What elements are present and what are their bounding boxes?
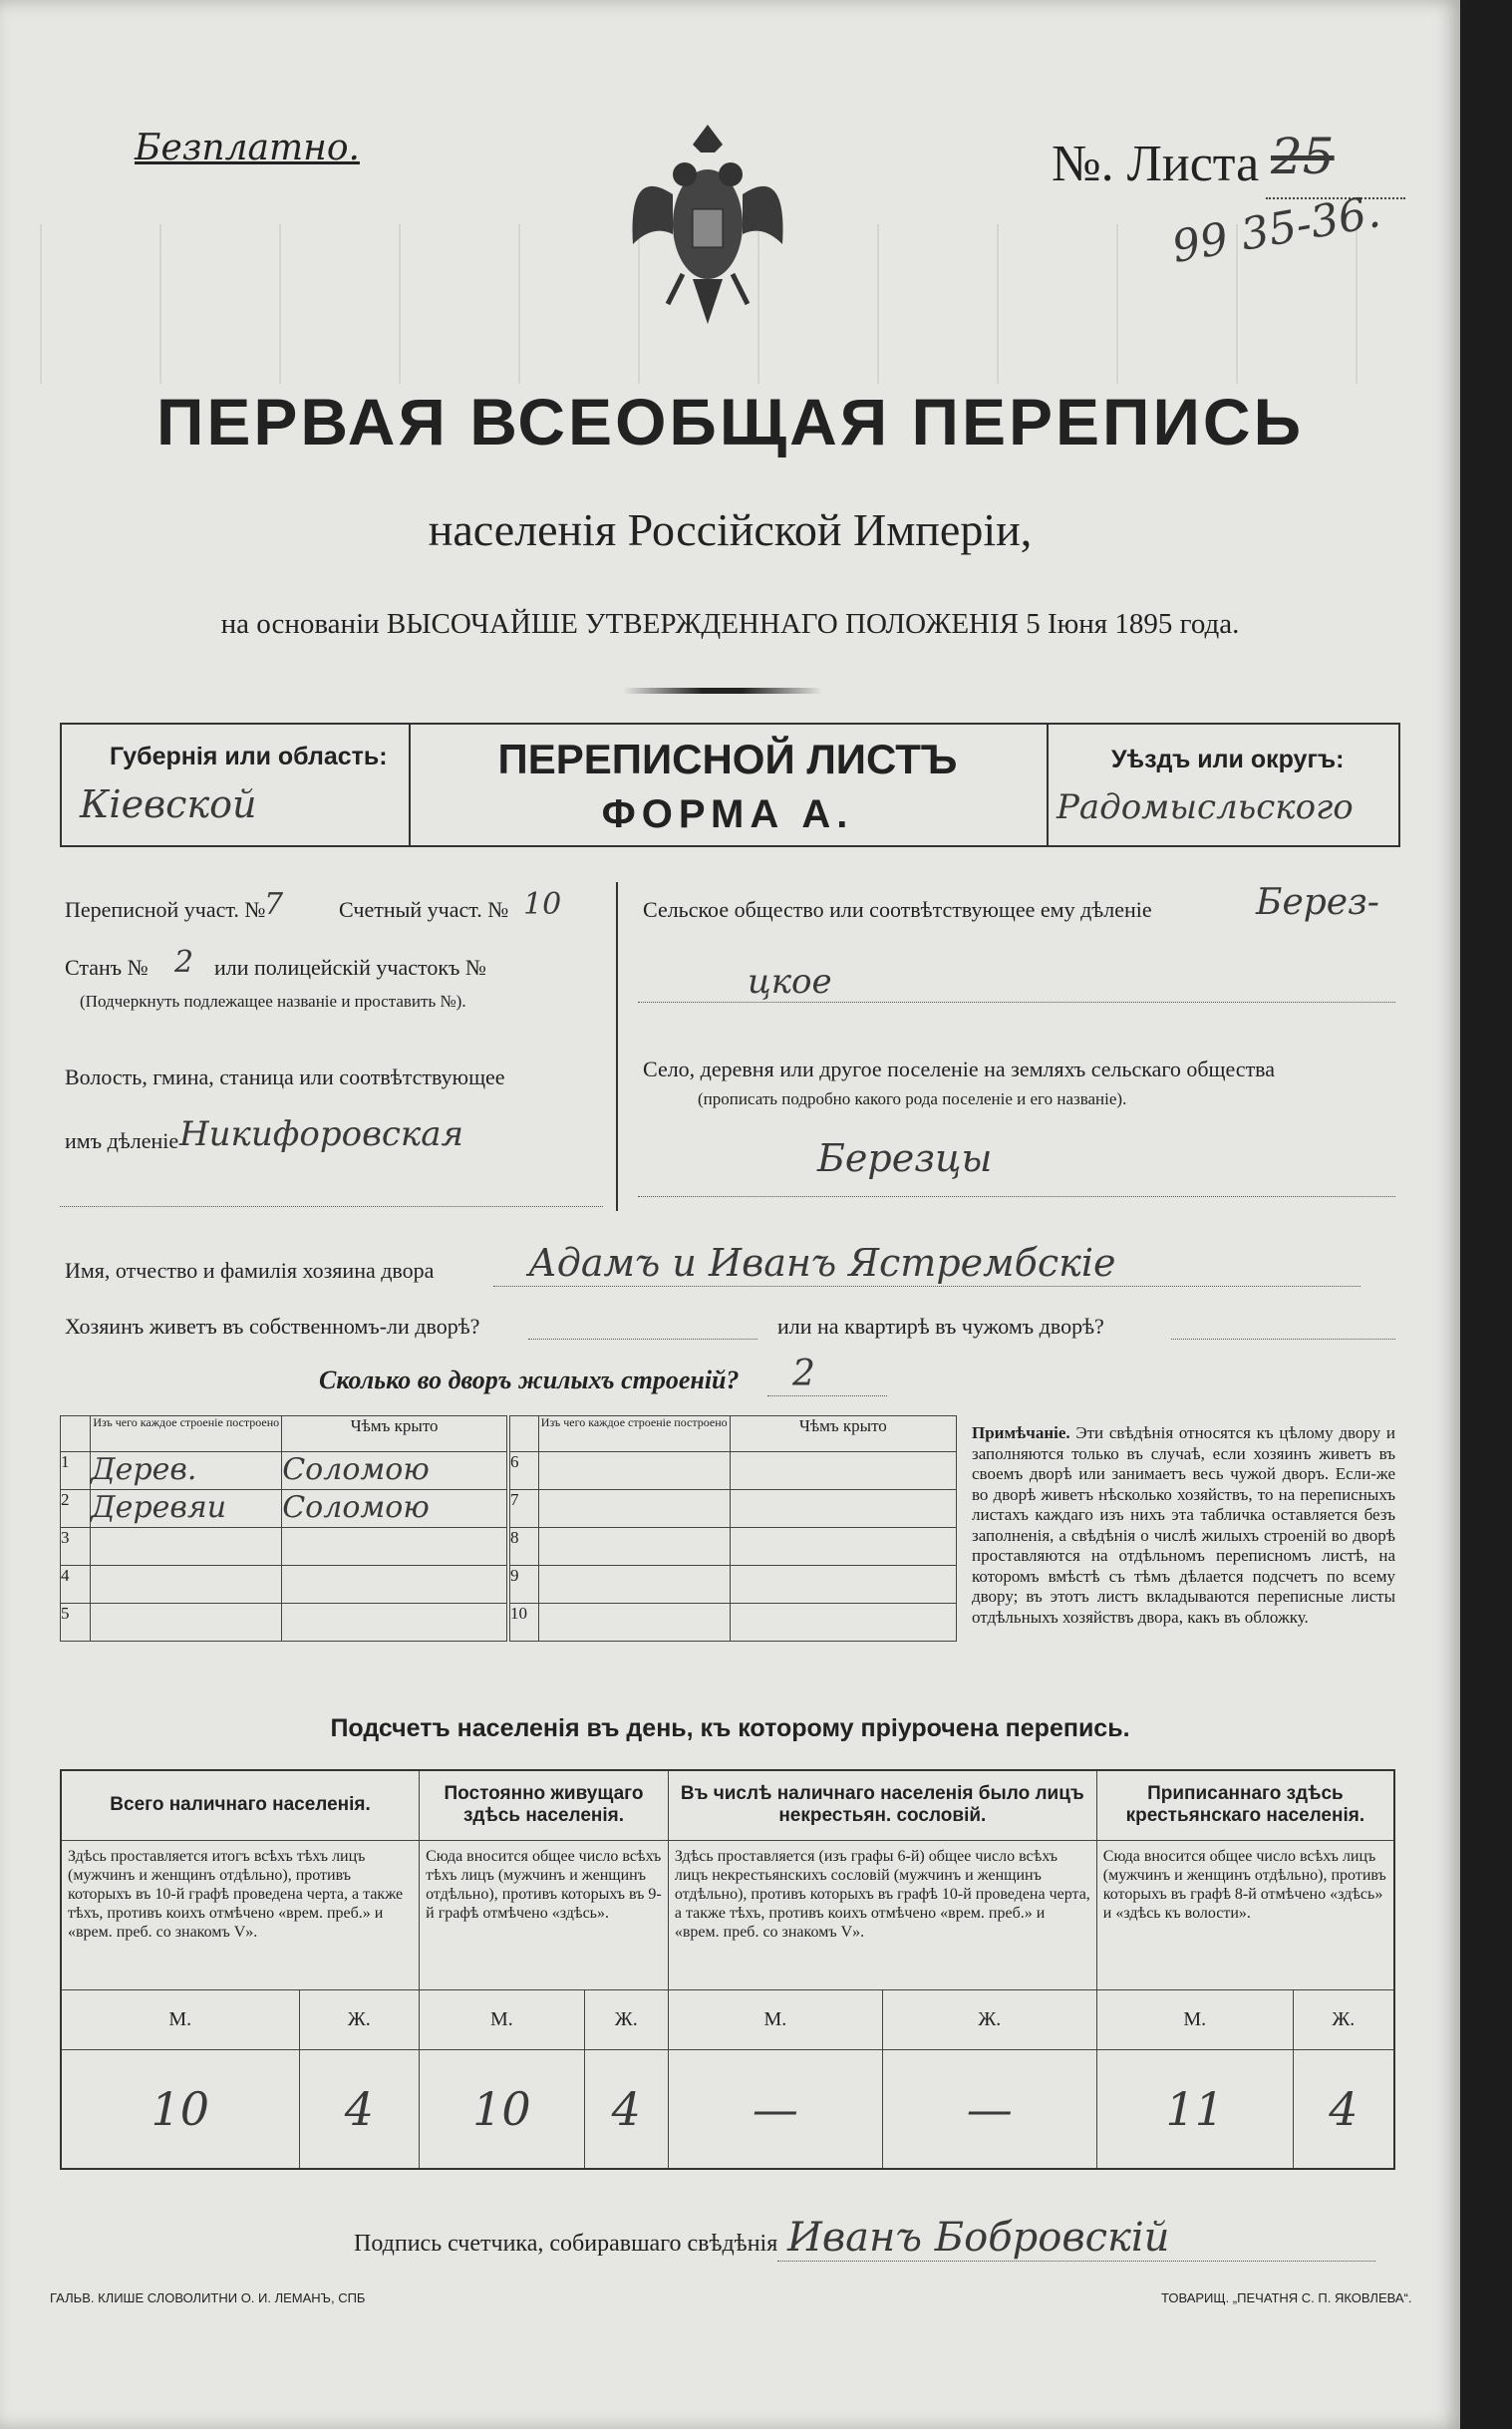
zh-label: Ж. (584, 1989, 668, 2049)
material-header-right: Изъ чего каждое строеніе построено (538, 1416, 730, 1452)
buildings-value: 2 (792, 1354, 815, 1394)
table-row (61, 1490, 957, 1528)
count-area-label: Счетный участ. № (339, 897, 509, 922)
signature-label: Подпись счетчика, собиравшаго свѣдѣнія (354, 2231, 778, 2257)
village-note: (прописать подробно какого рода поселеніе и его названіе). (698, 1089, 1127, 1108)
table-row (61, 1528, 957, 1566)
roof-cell (282, 1566, 508, 1604)
roof-header-right: Чѣмъ крыто (730, 1416, 956, 1452)
note-text: Эти свѣдѣнія относятся къ цѣлому двору и заполняются только въ случаѣ, если хозяинъ живетъ въ своемъ дворѣ или занимаетъ весь чужой дворъ. Если-же во дворѣ живетъ нѣсколько хозяйствъ, то на переписныхъ листахъ каждаго изъ нихъ эта табличка оставляется безъ заполненія, а свѣдѣнія о числѣ жилыхъ строеній во дворѣ проставляются на отдѣльномъ переписномъ листѣ, на которомъ вмѣстѣ съ тѣмъ дѣлается подсчетъ по всему двору; въ этотъ листъ вкладываются переписные листы отдѣльныхъ хозяйствъ двора, какъ въ обложку. (972, 1423, 1396, 1627)
volost-label-2: имъ дѣленіе (65, 1128, 179, 1153)
column-description: Здѣсь проставляется (изъ графы 6-й) общее число всѣхъ лицъ некрестьянскихъ сословій (мужчинъ и женщинъ отдѣльно), противъ которыхъ въ графѣ 10-й проведена черта, а также тѣхъ, противъ коихъ отмѣчено «врем. преб.» и «врем. преб. со знакомъ V». (668, 1840, 1096, 1989)
roof-cell (282, 1528, 508, 1566)
fields-divider (616, 882, 618, 1211)
table-row (61, 1452, 957, 1490)
m-label: М. (1096, 1989, 1293, 2049)
sheet-number-label: №. Листа (1052, 136, 1260, 192)
count-value-m: — (668, 2049, 882, 2169)
roof-header-left: Чѣмъ крыто (282, 1416, 508, 1452)
note-block (972, 1423, 1395, 1628)
rented-label: или на квартирѣ въ чужомъ дворѣ? (777, 1314, 1104, 1339)
gubernia-label: Губернія или область: (110, 743, 388, 770)
society-label: Сельское общество или соотвѣтствующее ему дѣленіе (643, 897, 1152, 922)
volost-extra-line (60, 1206, 603, 1207)
form-header-divider-right (1047, 723, 1049, 847)
village-line (638, 1196, 1395, 1197)
police-label: или полицейскій участокъ № (214, 955, 486, 980)
row-number: 7 (508, 1490, 538, 1528)
column-description: Сюда вносится общее число всѣхъ лицъ (мужчинъ и женщинъ отдѣльно), противъ которыхъ въ графѣ 8-й отмѣчено «здѣсь» и «здѣсь къ волости». (1096, 1840, 1394, 1989)
rented-line (1171, 1339, 1395, 1340)
roof-cell (730, 1490, 956, 1528)
volost-value: Никифоровская (179, 1114, 463, 1154)
main-title: ПЕРВАЯ ВСЕОБЩАЯ ПЕРЕПИСЬ (155, 385, 1305, 458)
row-number: 8 (508, 1528, 538, 1566)
owner-name-value: Адамъ и Иванъ Ястрембскіе (528, 1241, 1116, 1285)
count-value-zh: 4 (1293, 2049, 1394, 2169)
material-cell (91, 1566, 282, 1604)
count-value-m: 10 (420, 2049, 585, 2169)
m-label: М. (420, 1989, 585, 2049)
material-cell (91, 1604, 282, 1642)
underline-note: (Подчеркнуть подлежащее названіе и проставить №). (80, 992, 466, 1011)
material-cell (538, 1528, 730, 1566)
material-cell (538, 1452, 730, 1490)
roof-cell (282, 1604, 508, 1642)
subtitle: населенія Россійской Имперіи, (428, 504, 1033, 555)
row-number: 2 (61, 1490, 91, 1528)
count-value-m: 11 (1096, 2049, 1293, 2169)
footer-left: ГАЛЬВ. КЛИШЕ СЛОВОЛИТНИ О. И. ЛЕМАНЪ, СПБ (50, 2290, 366, 2305)
count-value-zh: 4 (299, 2049, 420, 2169)
zh-label: Ж. (1293, 1989, 1394, 2049)
census-area-label: Переписной участ. № (65, 897, 266, 922)
free-label: Безплатно. (135, 128, 360, 168)
village-label: Село, деревня или другое поселеніе на земляхъ сельскаго общества (643, 1057, 1276, 1081)
bleed-through (40, 224, 1435, 384)
footer-right: ТОВАРИЩ. „ПЕЧАТНЯ С. П. ЯКОВЛЕВА“. (1161, 2290, 1412, 2305)
stan-value: 2 (174, 945, 194, 980)
uezd-label: Уѣздъ или округъ: (1111, 746, 1345, 773)
buildings-table (60, 1415, 957, 1642)
material-header-left: Изъ чего каждое строеніе построено (91, 1416, 282, 1452)
society-value-1: Берез- (1256, 882, 1379, 923)
column-title: Постоянно живущаго здѣсь населенія. (420, 1770, 669, 1840)
material-cell (538, 1490, 730, 1528)
roof-cell: Соломою (282, 1490, 508, 1528)
roof-cell: Соломою (282, 1452, 508, 1490)
material-cell (538, 1604, 730, 1642)
buildings-line (767, 1395, 887, 1396)
column-title: Въ числѣ наличнаго населенія было лицъ некрестьян. сословій. (668, 1770, 1096, 1840)
ornament-divider (623, 688, 822, 694)
basis-line: на основаніи ВЫСОЧАЙШЕ УТВЕРЖДЕННАГО ПОЛОЖЕНІЯ 5 Іюня 1895 года. (220, 608, 1240, 640)
row-number: 4 (61, 1566, 91, 1604)
m-label: М. (668, 1989, 882, 2049)
population-count-table (60, 1769, 1395, 2170)
roof-cell (730, 1528, 956, 1566)
owner-name-line (493, 1286, 1361, 1287)
scan-edge (1460, 0, 1512, 2429)
society-value-2: цкое (748, 962, 832, 1002)
table-row (61, 1566, 957, 1604)
count-area-value: 10 (523, 887, 562, 922)
roof-cell (730, 1566, 956, 1604)
buildings-label: Сколько во дворъ жилыхъ строеній? (319, 1366, 740, 1394)
society-line (638, 1002, 1395, 1003)
census-area-value: 7 (264, 887, 284, 922)
count-value-zh: 4 (584, 2049, 668, 2169)
row-number: 1 (61, 1452, 91, 1490)
row-number: 10 (508, 1604, 538, 1642)
material-cell: Деревяи (91, 1490, 282, 1528)
row-number: 9 (508, 1566, 538, 1604)
count-value-m: 10 (61, 2049, 299, 2169)
m-label: М. (61, 1989, 299, 2049)
row-number: 3 (61, 1528, 91, 1566)
roof-cell (730, 1452, 956, 1490)
own-yard-label: Хозяинъ живетъ въ собственномъ-ли дворѣ? (65, 1314, 480, 1339)
zh-label: Ж. (299, 1989, 420, 2049)
column-title: Всего наличнаго населенія. (61, 1770, 420, 1840)
roof-cell (730, 1604, 956, 1642)
column-description: Здѣсь проставляется итогъ всѣхъ тѣхъ лицъ (мужчинъ и женщинъ отдѣльно), противъ которыхъ въ 10-й графѣ проведена черта, а также тѣхъ, противъ коихъ отмѣчено «врем. преб.» и «врем. преб. со знакомъ V». (61, 1840, 420, 1989)
volost-label: Волость, гмина, станица или соотвѣтствующее (65, 1064, 505, 1089)
village-value: Березцы (817, 1136, 993, 1180)
note-label: Примѣчаніе. (972, 1423, 1070, 1442)
stan-label: Станъ № (65, 955, 149, 980)
gubernia-value: Кіевской (80, 782, 257, 826)
row-number: 6 (508, 1452, 538, 1490)
material-cell (538, 1566, 730, 1604)
uezd-value: Радомысльского (1057, 787, 1354, 827)
column-description: Сюда вносится общее число всѣхъ тѣхъ лицъ (мужчинъ и женщинъ отдѣльно), противъ которыхъ въ 9-й графѣ отмѣчено «здѣсь». (420, 1840, 669, 1989)
sheet-number-value: 25 (1271, 128, 1335, 185)
signature-value: Иванъ Бобровскій (787, 2215, 1170, 2261)
corner-note: 99 35-36. (1168, 186, 1384, 273)
signature-line (777, 2261, 1375, 2262)
own-yard-line (528, 1339, 757, 1340)
row-number: 5 (61, 1604, 91, 1642)
count-heading: Подсчетъ населенія въ день, къ которому пріурочена перепись. (330, 1714, 1130, 1742)
count-value-zh: — (882, 2049, 1096, 2169)
owner-name-label: Имя, отчество и фамилія хозяина двора (65, 1258, 435, 1283)
form-title: ПЕРЕПИСНОЙ ЛИСТЪ (497, 736, 958, 782)
material-cell (91, 1528, 282, 1566)
form-label: ФОРМА А. (601, 792, 854, 836)
material-cell: Дерев. (91, 1452, 282, 1490)
zh-label: Ж. (882, 1989, 1096, 2049)
table-row (61, 1604, 957, 1642)
column-title: Приписаннаго здѣсь крестьянскаго населенія. (1096, 1770, 1394, 1840)
